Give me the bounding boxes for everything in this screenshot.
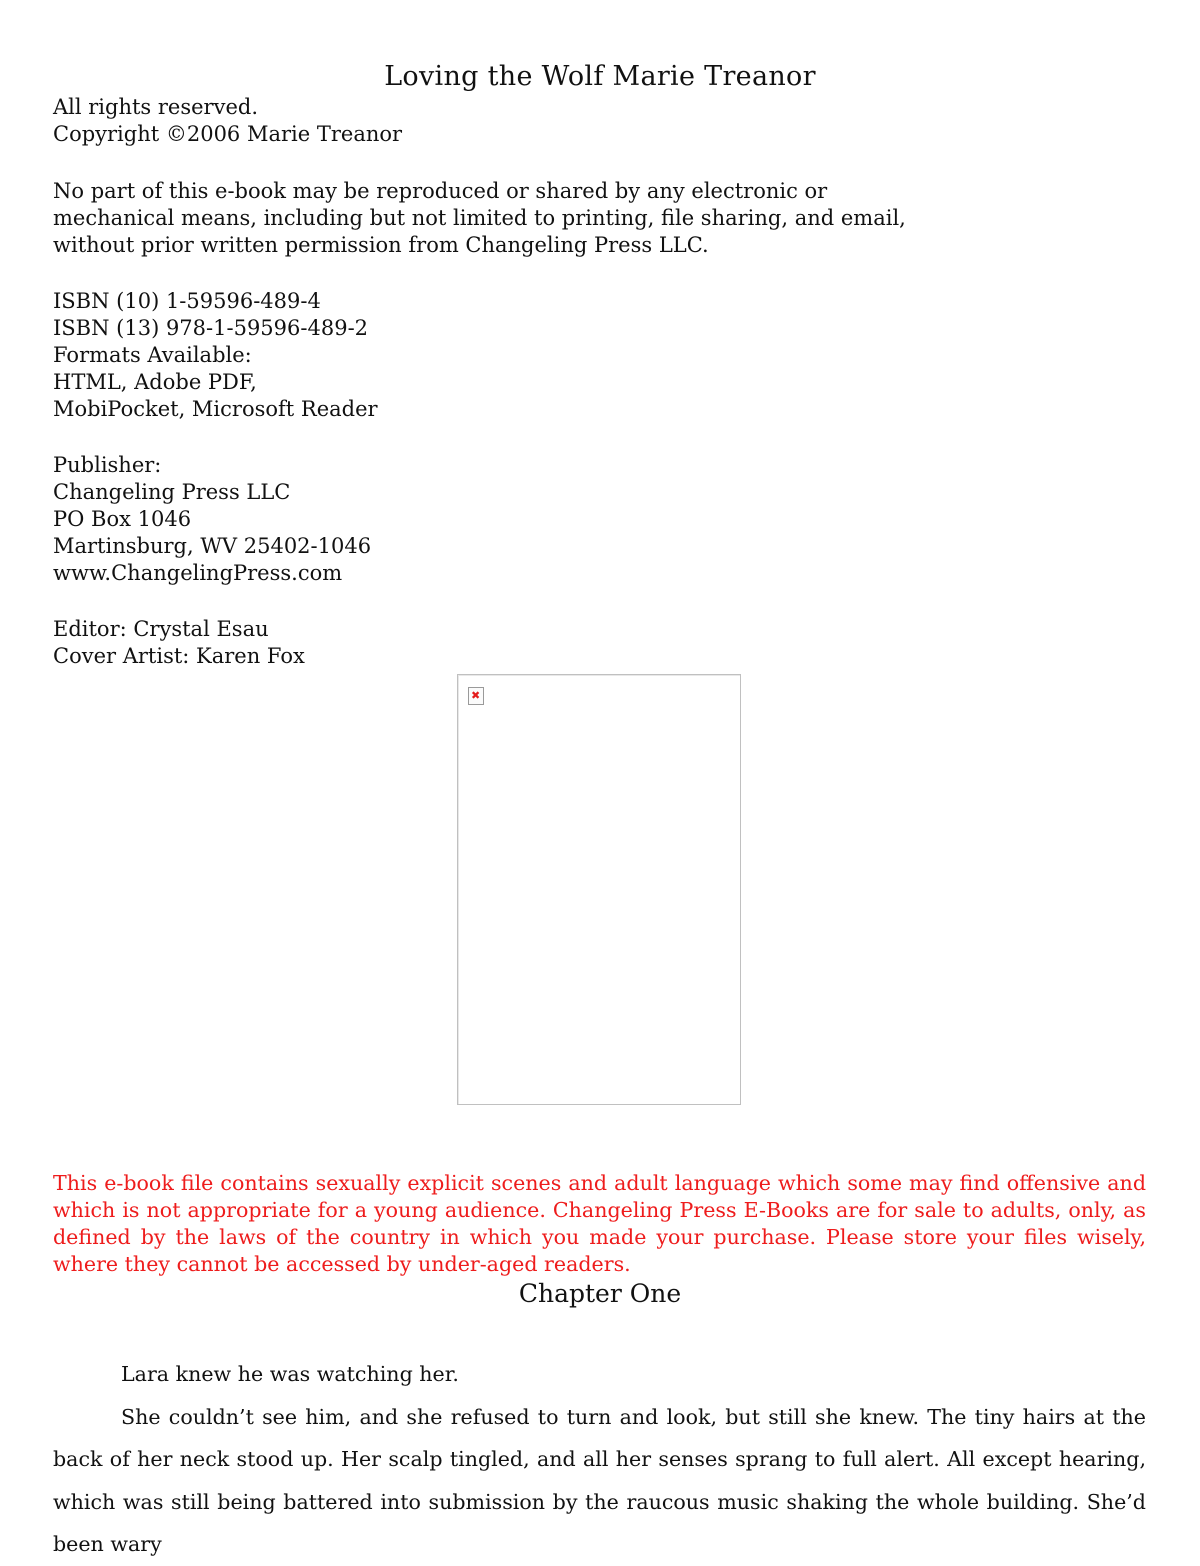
cover-artist-credit: Cover Artist: Karen Fox <box>53 644 305 668</box>
publisher-block <box>53 452 953 587</box>
broken-image-icon <box>468 687 484 705</box>
body-paragraph: She couldn’t see him, and she refused to turn and look, but still she knew. The tiny hairs at the back of her neck stood up. Her scalp tingled, and all her senses sprang to full alert. All except hearing, which was still being battered into submission by the raucous music shaking the whole building. She’d been wary <box>53 1404 1146 1556</box>
rights-line: All rights reserved. <box>53 95 259 119</box>
chapter-heading: Chapter One <box>518 1279 682 1308</box>
adult-content-warning: This e-book file contains sexually explicit scenes and adult language which some may find offensive and which is not appropriate for a young audience. Changeling Press E-Books are for sale to adults, only, as defined by the laws of the country in which you made your purchase. Please store your files wisely, where they cannot be accessed by under-aged readers. <box>53 1171 1146 1276</box>
isbn-13: ISBN (13) 978-1-59596-489-2 <box>53 316 369 340</box>
broken-image-glyph: ✖ <box>471 689 481 702</box>
document-title: Loving the Wolf Marie Treanor <box>384 61 816 92</box>
formats-label: Formats Available: <box>53 343 252 367</box>
publisher-website: www.ChangelingPress.com <box>53 561 343 585</box>
publisher-city: Martinsburg, WV 25402-1046 <box>53 534 372 558</box>
editor-credit: Editor: Crystal Esau <box>53 617 269 641</box>
reproduction-notice <box>53 178 953 259</box>
publisher-label: Publisher: <box>53 453 162 477</box>
formats-line: MobiPocket, Microsoft Reader <box>53 397 378 421</box>
publisher-po-box: PO Box 1046 <box>53 507 192 531</box>
cover-image-placeholder <box>457 674 741 1105</box>
copyright-line: Copyright ©2006 Marie Treanor <box>53 122 403 146</box>
notice-text: No part of this e-book may be reproduced or shared by any electronic or mechanical means, including but not limited to printing, file sharing, and email, without prior written permission from Changeling Press LLC. <box>53 179 906 257</box>
formats-line: HTML, Adobe PDF, <box>53 370 257 394</box>
credits-block <box>53 616 953 670</box>
publisher-name: Changeling Press LLC <box>53 480 291 504</box>
rights-block <box>53 94 953 148</box>
chapter-body <box>53 1353 1146 1566</box>
isbn-block <box>53 288 953 423</box>
body-paragraph: Lara knew he was watching her. <box>121 1362 459 1386</box>
isbn-10: ISBN (10) 1-59596-489-4 <box>53 289 321 313</box>
